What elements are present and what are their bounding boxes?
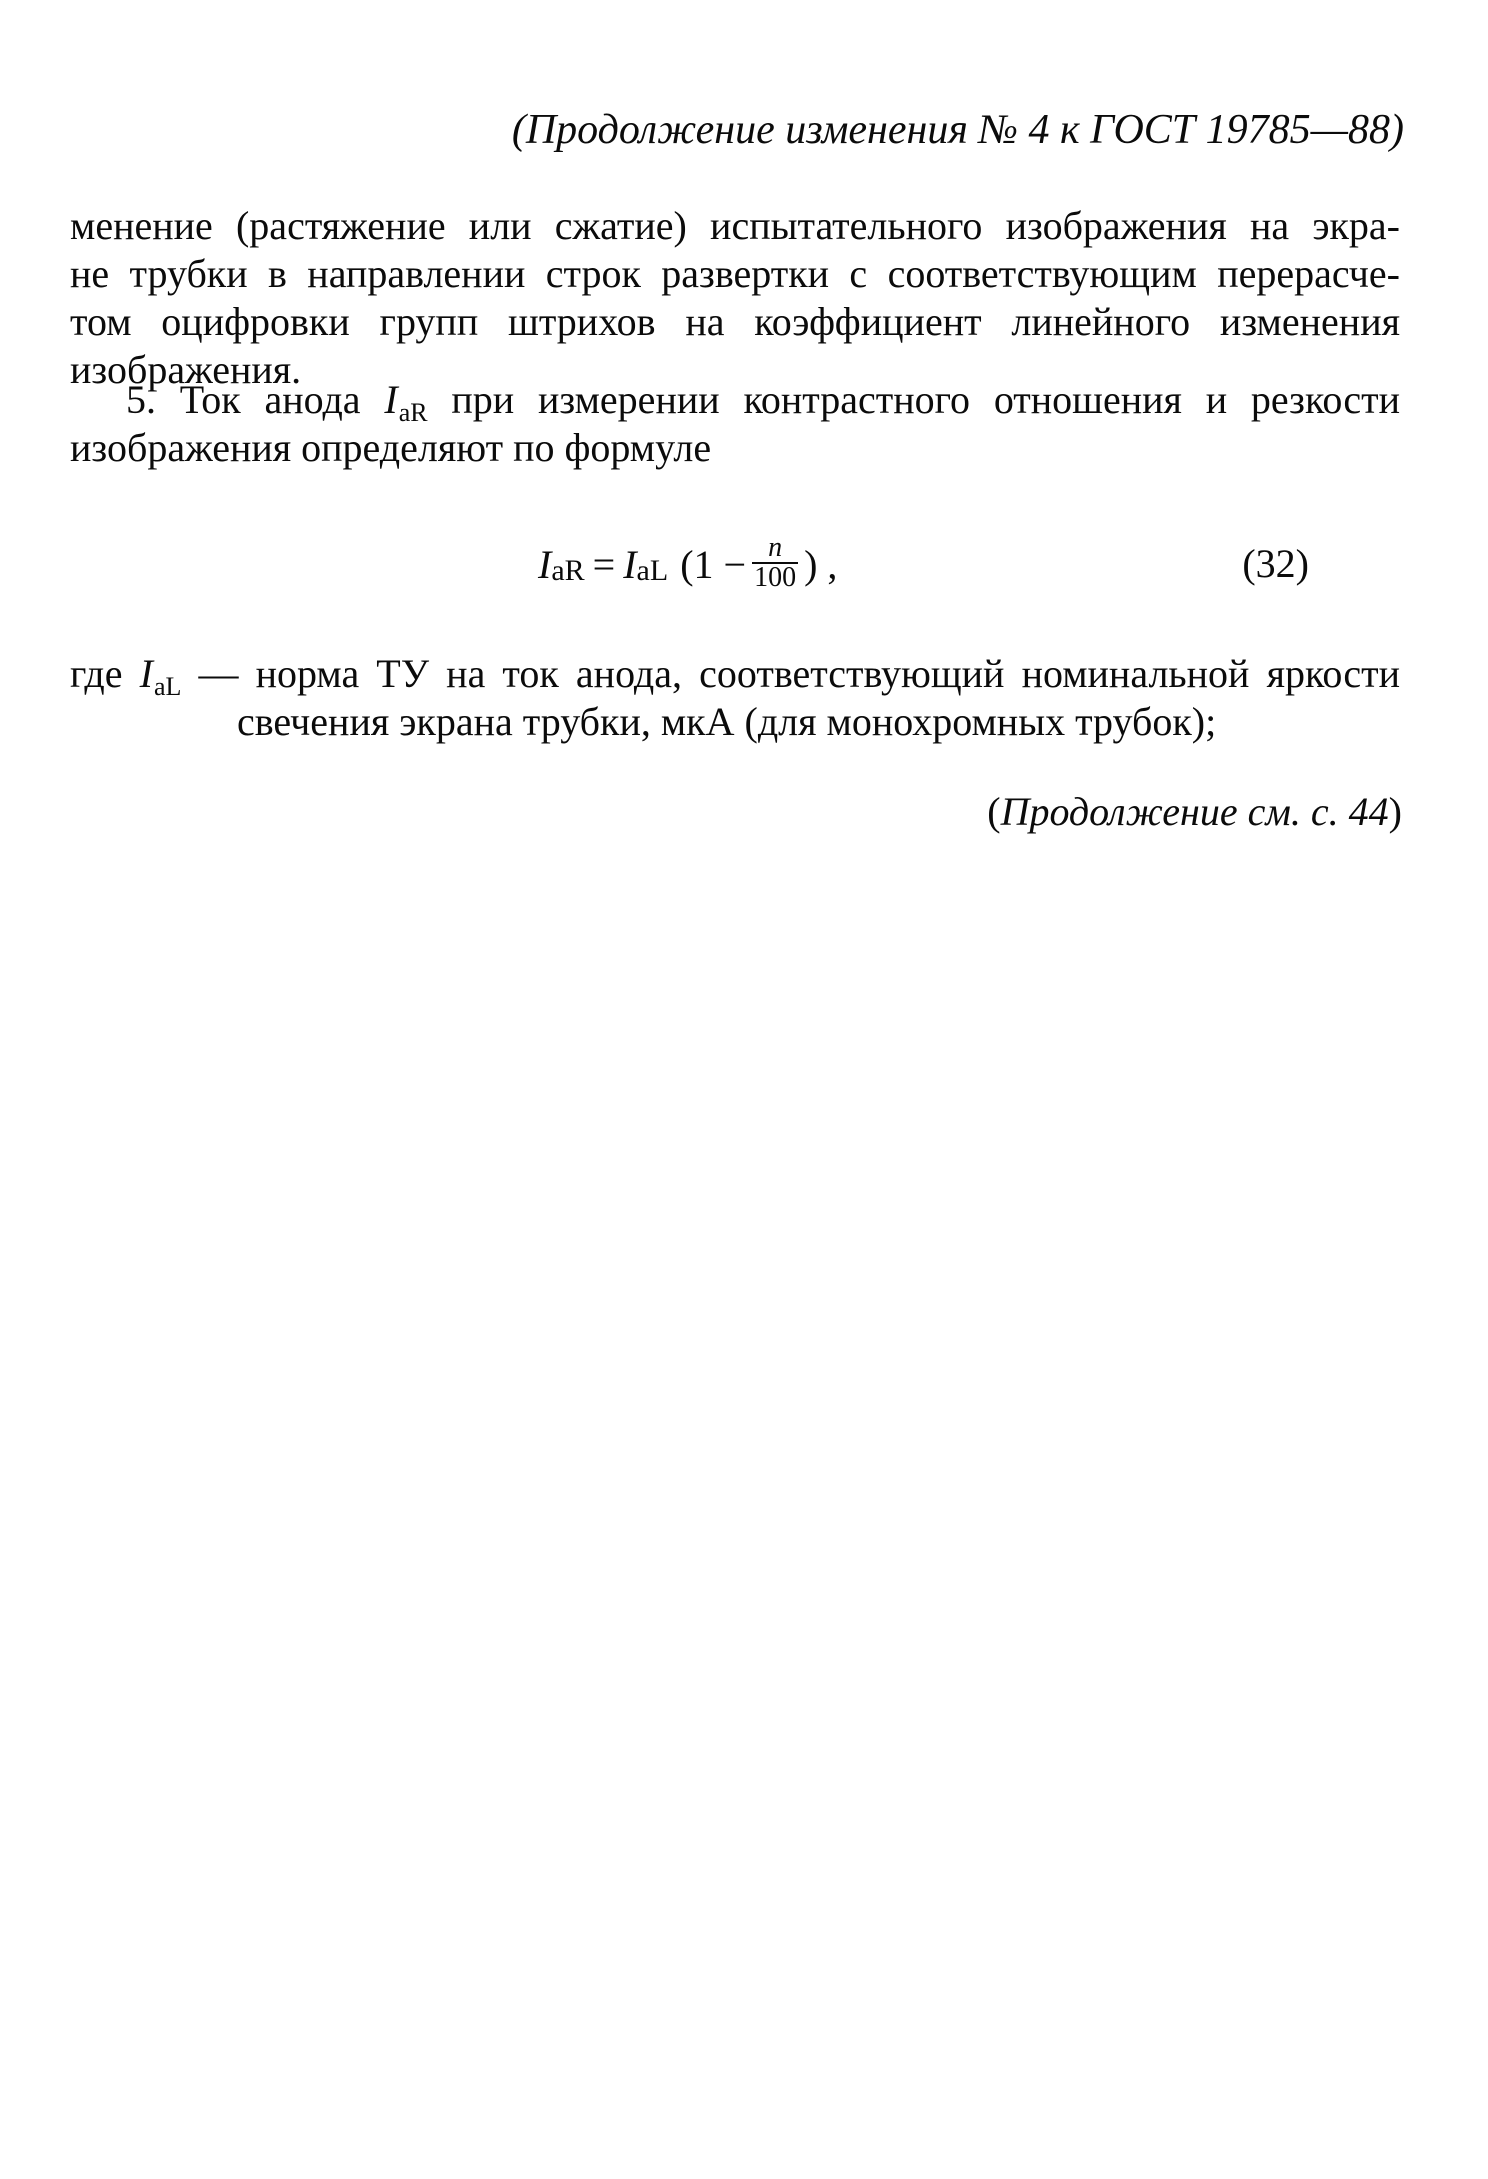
where-second-line: свечения экрана трубки, мкА (для монохромных трубок); [237,699,1217,744]
text-line: не трубки в направлении строк развертки с соответствующим перерасче- [70,251,1400,296]
where-prefix: где [70,651,123,696]
anode-current-symbol: $I_{aR}$ [384,377,428,427]
formula-rhs-symbol: I [623,542,637,587]
formula-lhs-subscript: aR [551,554,585,587]
where-symbol: $I_{aL}$ [139,651,182,701]
fraction-denominator: 100 [754,562,797,593]
text-line: изображения. [70,347,302,392]
continued-note: (Продолжение см. с. 44) [987,789,1402,834]
formula-open-paren: (1 − [680,542,747,587]
item-5-first-line [70,376,1401,427]
where-first-line [70,650,1401,701]
continued-note-label: Продолжение см. с. 44 [1000,789,1389,834]
item-5-paragraph [70,376,1400,472]
item-5-trail: при измерении контрастного отношения и резкости [451,377,1401,422]
formula-rhs-subscript: aL [636,554,669,587]
text-line: том оцифровки групп штрихов на коэффициент линейного изменения [70,299,1400,344]
continuation-paragraph [70,202,1400,394]
formula-fraction [752,534,798,592]
fraction-numerator: n [768,532,783,563]
text-line: изображения определяют по формуле [70,425,712,470]
symbol-subscript: aR [398,398,428,427]
formula-lhs-symbol: I [538,542,552,587]
where-definition [70,650,1400,746]
equation-number: (32) [1242,541,1309,586]
formula-equals: = [592,542,616,587]
symbol-subscript: aL [153,672,182,701]
formula-close-paren: ) , [804,542,838,587]
where-definition-text: — норма ТУ на ток анода, соответствующий номинальной яркости [198,651,1401,696]
running-header: (Продолжение изменения № 4 к ГОСТ 19785—88) [511,107,1404,153]
item-5-lead: 5. Ток анода [126,377,361,422]
formula-32 [538,532,838,594]
text-line: менение (растяжение или сжатие) испытательного изображения на экра- [70,203,1400,248]
